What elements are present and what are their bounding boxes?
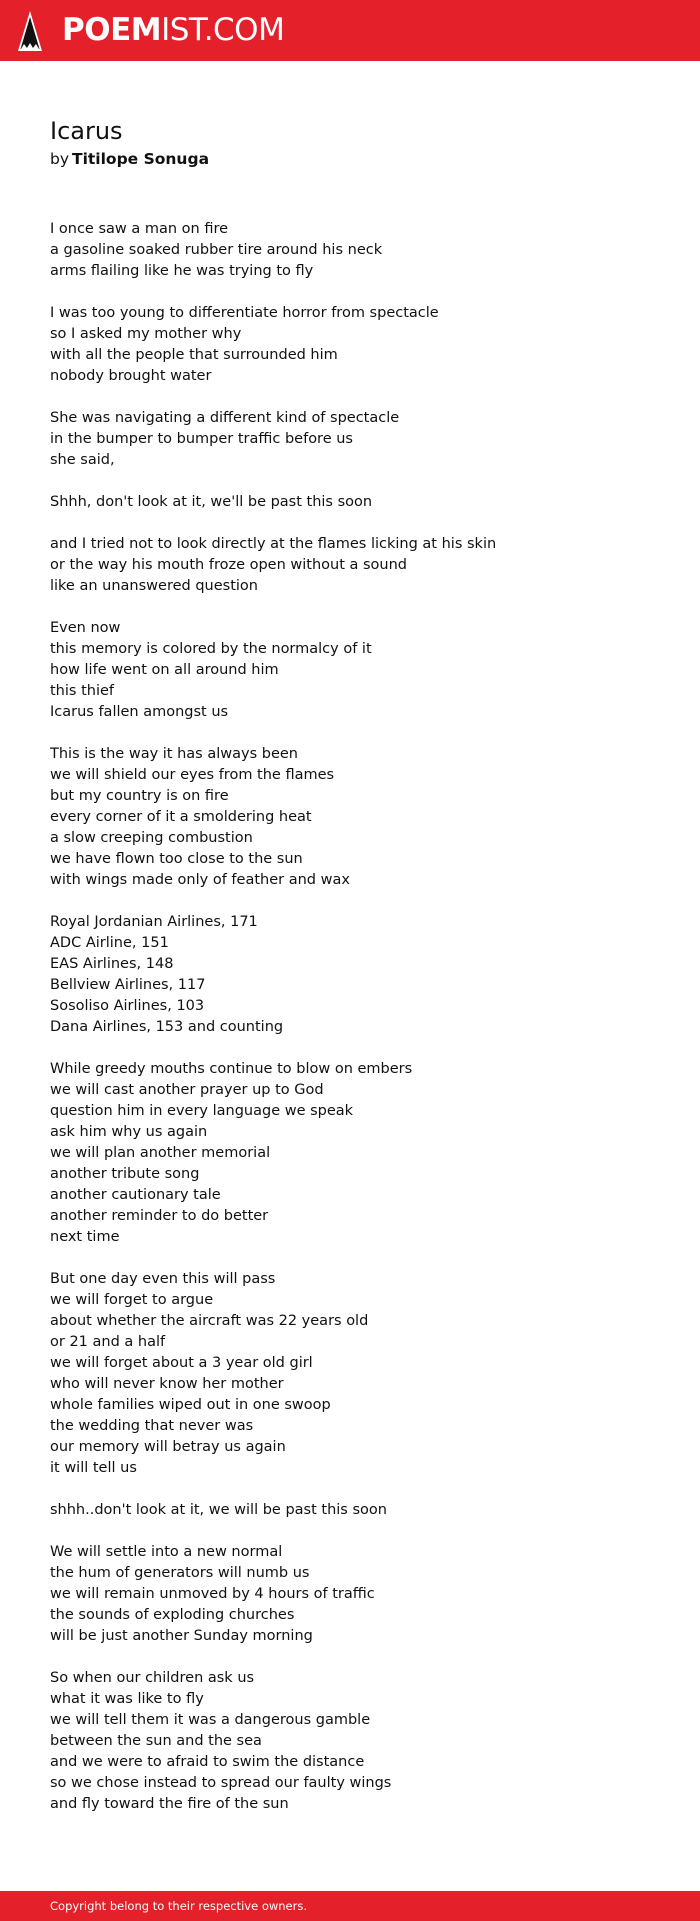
poem-line: like an unanswered question — [50, 578, 258, 594]
poem-line: I once saw a man on fire — [50, 221, 229, 237]
stanza — [50, 219, 496, 282]
poem-line: another cautionary tale — [50, 1187, 221, 1203]
poem-line: she said, — [50, 452, 115, 468]
poem-title: Icarus — [50, 117, 123, 145]
poem-line: Even now — [50, 620, 121, 636]
poem-line: I was too young to differentiate horror from spectacle — [50, 305, 439, 321]
poem-line: Sosoliso Airlines, 103 — [50, 998, 205, 1014]
poem-line: this thief — [50, 683, 114, 699]
poem-line: we will forget about a 3 year old girl — [50, 1355, 313, 1371]
poem-line: ask him why us again — [50, 1124, 208, 1140]
stanza — [50, 492, 496, 513]
poem-line: the hum of generators will numb us — [50, 1565, 310, 1581]
poem-line: shhh..don't look at it, we will be past this soon — [50, 1502, 387, 1518]
stanza — [50, 303, 496, 387]
poem-line: She was navigating a different kind of spectacle — [50, 410, 400, 426]
poem-line: how life went on all around him — [50, 662, 279, 678]
poem-line: Icarus fallen amongst us — [50, 704, 229, 720]
stanza — [50, 408, 496, 471]
poem-line: ADC Airline, 151 — [50, 935, 169, 951]
site-footer — [0, 1891, 700, 1921]
poem-line: with all the people that surrounded him — [50, 347, 338, 363]
poem-line: we will cast another prayer up to God — [50, 1082, 324, 1098]
poem-line: or the way his mouth froze open without a sound — [50, 557, 408, 573]
poem-line: between the sun and the sea — [50, 1733, 262, 1749]
copyright-notice: Copyright belong to their respective owners. — [50, 1899, 308, 1913]
site-logo-link[interactable] — [62, 8, 284, 52]
poem-line: but my country is on fire — [50, 788, 229, 804]
poem-line: in the bumper to bumper traffic before us — [50, 431, 353, 447]
poem-heading — [50, 114, 209, 170]
poem-line: we will tell them it was a dangerous gamble — [50, 1712, 371, 1728]
poem-line: it will tell us — [50, 1460, 137, 1476]
poem-line: every corner of it a smoldering heat — [50, 809, 312, 825]
poem-line: our memory will betray us again — [50, 1439, 286, 1455]
poem-line: question him in every language we speak — [50, 1103, 354, 1119]
author-name[interactable]: Titilope Sonuga — [72, 150, 210, 168]
poem-line: so we chose instead to spread our faulty wings — [50, 1775, 392, 1791]
poem-line: another reminder to do better — [50, 1208, 269, 1224]
poem-line: whole families wiped out in one swoop — [50, 1397, 331, 1413]
poem-line: Bellview Airlines, 117 — [50, 977, 206, 993]
poem-line: and fly toward the fire of the sun — [50, 1796, 289, 1812]
poem-line: and I tried not to look directly at the flames licking at his skin — [50, 536, 497, 552]
poem-line: While greedy mouths continue to blow on embers — [50, 1061, 413, 1077]
stanza — [50, 1059, 496, 1248]
poem-line: this memory is colored by the normalcy of it — [50, 641, 372, 657]
poem-line: or 21 and a half — [50, 1334, 166, 1350]
stanza — [50, 534, 496, 597]
poem-line: Royal Jordanian Airlines, 171 — [50, 914, 258, 930]
poem-line: we will shield our eyes from the flames — [50, 767, 335, 783]
poem-body — [50, 219, 496, 1836]
poem-line: we will plan another memorial — [50, 1145, 271, 1161]
poem-line: the sounds of exploding churches — [50, 1607, 295, 1623]
poem-line: will be just another Sunday morning — [50, 1628, 313, 1644]
stanza — [50, 1542, 496, 1647]
poem-line: we will remain unmoved by 4 hours of traffic — [50, 1586, 375, 1602]
poem-line: So when our children ask us — [50, 1670, 255, 1686]
poem-line: we will forget to argue — [50, 1292, 214, 1308]
pen-nib-icon[interactable] — [18, 11, 42, 51]
stanza — [50, 1500, 496, 1521]
stanza — [50, 912, 496, 1038]
byline — [50, 148, 209, 170]
poem-line: Dana Airlines, 153 and counting — [50, 1019, 284, 1035]
brand-name-bold: POEM — [62, 12, 162, 48]
site-header — [0, 0, 700, 61]
poem-line: the wedding that never was — [50, 1418, 254, 1434]
stanza — [50, 744, 496, 891]
poem-line: We will settle into a new normal — [50, 1544, 283, 1560]
poem-line: what it was like to fly — [50, 1691, 204, 1707]
poem-line: arms flailing like he was trying to fly — [50, 263, 314, 279]
by-label: by — [50, 150, 70, 168]
poem-line: But one day even this will pass — [50, 1271, 276, 1287]
poem-line: who will never know her mother — [50, 1376, 284, 1392]
poem-line: with wings made only of feather and wax — [50, 872, 350, 888]
poem-line: a gasoline soaked rubber tire around his neck — [50, 242, 383, 258]
poem-line: and we were to afraid to swim the distance — [50, 1754, 365, 1770]
stanza — [50, 1269, 496, 1479]
brand-name-light: IST.COM — [161, 12, 285, 48]
poem-line: next time — [50, 1229, 120, 1245]
poem-line: so I asked my mother why — [50, 326, 242, 342]
poem-line: another tribute song — [50, 1166, 200, 1182]
poem-line: a slow creeping combustion — [50, 830, 253, 846]
poem-line: we have flown too close to the sun — [50, 851, 303, 867]
poem-line: Shhh, don't look at it, we'll be past this soon — [50, 494, 373, 510]
stanza — [50, 618, 496, 723]
poem-line: This is the way it has always been — [50, 746, 298, 762]
poem-line: nobody brought water — [50, 368, 212, 384]
poem-line: EAS Airlines, 148 — [50, 956, 174, 972]
stanza — [50, 1668, 496, 1815]
poem-line: about whether the aircraft was 22 years old — [50, 1313, 369, 1329]
